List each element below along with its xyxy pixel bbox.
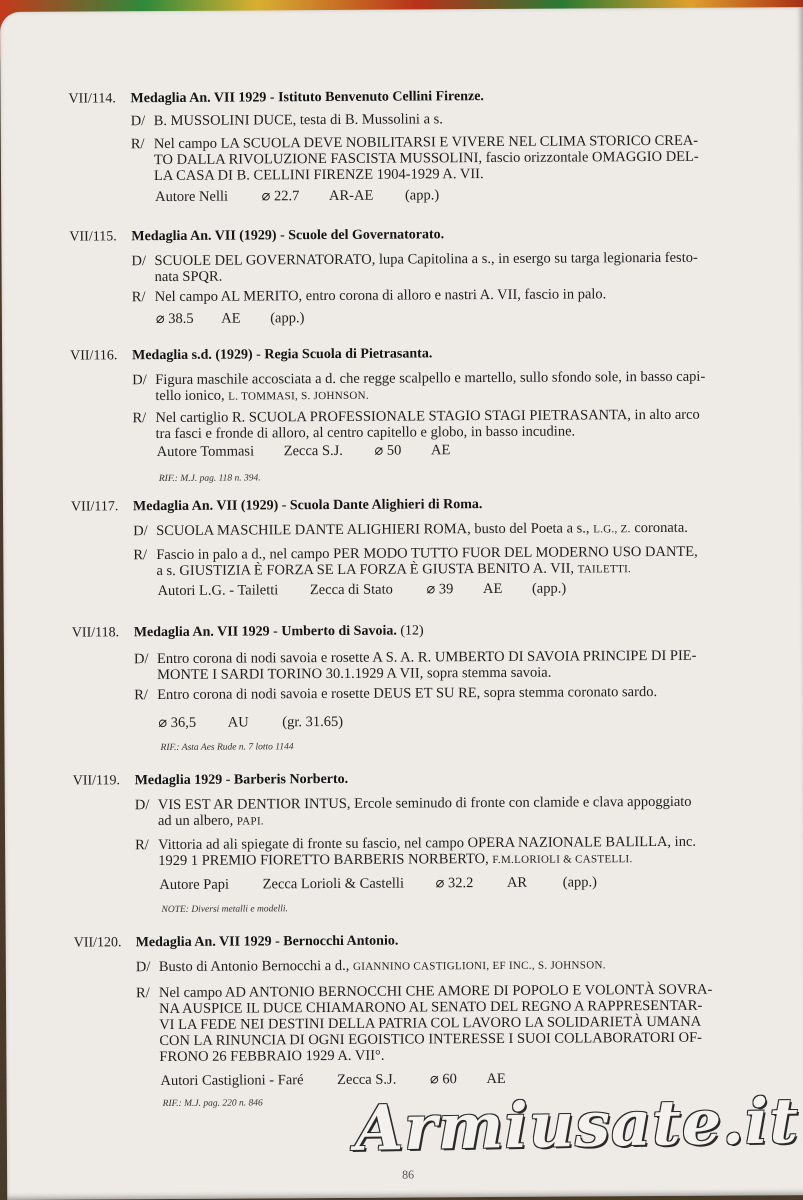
entry-meta: Autore Tommasi Zecca S.J. ⌀ 50 AE: [156, 442, 451, 461]
entry-number: VII/117.: [70, 499, 119, 515]
entry-heading: Medaglia s.d. (1929) - Regia Scuola di Pietrasanta.: [132, 346, 433, 364]
entry-heading: Medaglia An. VII 1929 - Umberto di Savoia. (12): [133, 623, 424, 641]
reverse-row: R/ Nel campo AD ANTONIO BERNOCCHI CHE AMORE DI POPOLO E VOLONTÀ SOVRA- NA AUSPICE IL DUCE CHIAMARONO AL SENATO DEL REGNO A RAPPRESENTAR- VI LA FEDE NEI DESTINI DELLA PATRIA COL LAVORO LA SOLIDARIETÀ UMANA CON LA RINUNCIA DI OGNI EGOISTICO INTERESSE I SUOI COLLABORATORI OF- FRONO 26 FEBBRAIO 1929 A. VII°.: [135, 981, 713, 1066]
obverse-row: D/ Busto di Antonio Bernocchi a d., GIANNINO CASTIGLIONI, EF INC., S. JOHNSON.: [135, 957, 606, 976]
entry-heading: Medaglia An. VII 1929 - Istituto Benvenuto Cellini Firenze.: [130, 89, 484, 107]
entry-vii-115: [1, 225, 803, 328]
reference-note: RIF.: M.J. pag. 118 n. 394.: [158, 473, 261, 485]
obverse-row: D/ Figura maschile accosciata a d. che regge scalpello e martello, sullo sfondo sole, in basso capi- tello ionico, L. TOMMASI, S. JOHNSON.: [132, 368, 706, 405]
entry-heading: Medaglia An. VII 1929 - Bernocchi Antonio.: [135, 933, 399, 951]
reference-note: RIF.: Asta Aes Rude n. 7 lotto 1144: [160, 742, 294, 754]
page-number: 86: [402, 1167, 415, 1182]
reverse-row: R/ Entro corona di nodi savoia e rosette DEUS ET SU RE, sopra stemma coronato sardo.: [134, 683, 658, 704]
entry-heading: Medaglia 1929 - Barberis Norberto.: [134, 771, 349, 789]
reference-note: NOTE: Diversi metalli e modelli.: [161, 904, 288, 916]
reverse-row: R/ Nel cartiglio R. SCUOLA PROFESSIONALE STAGIO STAGI PIETRASANTA, in alto arco tra fasci e fronde di alloro, al centro capitello e globo, in basso incudine.: [132, 406, 700, 443]
reference-note: RIF.: M.J. pag. 220 n. 846: [162, 1098, 263, 1110]
entry-vii-119: [5, 769, 803, 916]
obverse-row: D/ Entro corona di nodi savoia e rosette A S. A. R. UMBERTO DI SAVOIA PRINCIPE DI PIE- MONTE I SARDI TORINO 30.1.1929 A VII, sopra stemma savoia.: [133, 647, 697, 684]
entry-number: VII/116.: [70, 348, 118, 364]
entry-meta: Autore Papi Zecca Lorioli & Castelli ⌀ 32.2 AR (app.): [159, 874, 597, 894]
entry-vii-117: [3, 495, 803, 600]
obverse-row: D/ SCUOLE DEL GOVERNATORATO, lupa Capitolina a s., in esergo su targa legionaria festo- nata SPQR.: [131, 249, 698, 286]
catalog-page: [0, 7, 803, 1200]
entry-meta: ⌀ 36,5 AU (gr. 31.65): [158, 713, 344, 732]
entry-vii-114: [0, 87, 803, 206]
entry-heading: Medaglia An. VII (1929) - Scuole del Governatorato.: [131, 227, 445, 245]
entry-vii-118: [4, 621, 803, 754]
reverse-row: R/ Vittoria ad ali spiegate di fronte su fascio, nel campo OPERA NAZIONALE BALILLA, inc. 1929 1 PREMIO FIORETTO BARBERIS NORBERTO, F.M.LORIOLI & CASTELLI.: [135, 833, 697, 870]
watermark-logo: Armiusate.it: [354, 1084, 800, 1165]
entry-number: VII/118.: [71, 625, 120, 641]
entry-number: VII/119.: [72, 773, 121, 789]
obverse-row: D/ VIS EST AR DENTIOR INTUS, Ercole seminudo di fronte con clamide e clava appoggiato ad un albero, PAPI.: [134, 793, 692, 830]
reverse-row: R/ Nel campo AL MERITO, entro corona di alloro e nastri A. VII, fascio in palo.: [131, 286, 607, 306]
reverse-row: R/ Fascio in palo a d., nel campo PER MODO TUTTO FUOR DEL MODERNO USO DANTE, a s. GIUSTIZIA È FORZA SE LA FORZA È GIUSTA BENITO A. VII, TAILETTI.: [133, 543, 698, 580]
entry-number: VII/120.: [73, 935, 122, 951]
entry-meta: Autore Nelli ⌀ 22.7 AR-AE (app.): [155, 187, 440, 206]
entry-vii-116: [2, 344, 803, 485]
obverse-row: D/ B. MUSSOLINI DUCE, testa di B. Mussolini a s.: [130, 111, 443, 130]
entry-vii-120: [6, 931, 803, 1110]
obverse-row: D/ SCUOLA MASCHILE DANTE ALIGHIERI ROMA, busto del Poeta a s., L.G., Z. coronata.: [133, 519, 688, 540]
entry-number: VII/114.: [68, 91, 116, 107]
entry-number: VII/115.: [69, 229, 117, 245]
entry-meta: ⌀ 38.5 AE (app.): [155, 310, 305, 328]
reverse-row: R/ Nel campo LA SCUOLA DEVE NOBILITARSI E VIVERE NEL CLIMA STORICO CREA- TO DALLA RIVOLUZIONE FASCISTA MUSSOLINI, fascio orizzontale OMAGGIO DEL- LA CASA DI B. CELLINI FIRENZE 1904-1929 A. VII.: [130, 132, 699, 185]
entry-meta: Autori L.G. - Tailetti Zecca di Stato ⌀ 39 AE (app.): [157, 580, 567, 600]
entry-meta: Autori Castiglioni - Faré Zecca S.J. ⌀ 60 AE: [160, 1070, 506, 1090]
entry-heading: Medaglia An. VII (1929) - Scuola Dante Alighieri di Roma.: [132, 497, 483, 515]
